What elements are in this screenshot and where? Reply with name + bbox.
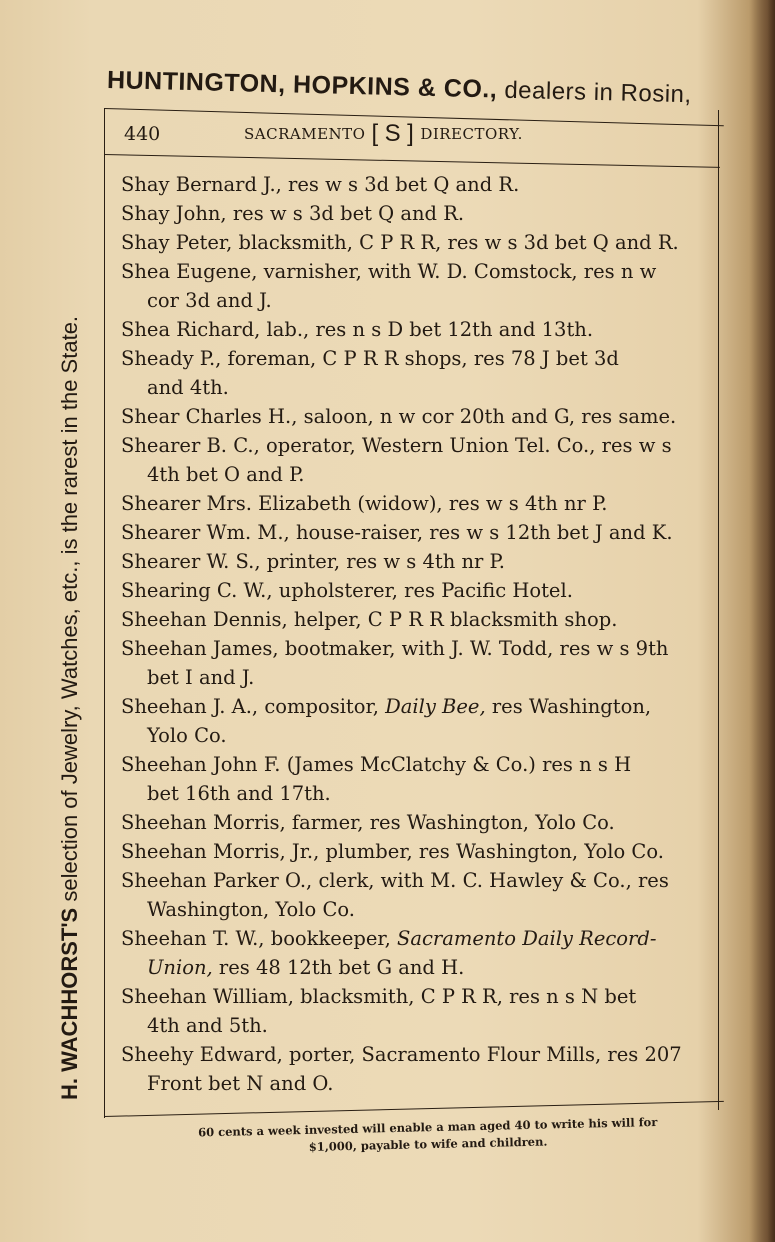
- entry-continuation-text: cor 3d and J.: [147, 289, 272, 312]
- directory-entry: [121, 170, 717, 199]
- entry-text: Shearer B. C., operator, Western Union Tel. Co., res w s: [121, 434, 672, 457]
- entry-text: Shea Richard, lab., res n s D bet 12th and 13th.: [121, 318, 594, 341]
- directory-entry: [121, 518, 717, 547]
- directory-entry: [121, 924, 717, 982]
- entry-continuation-italic: Union,: [147, 956, 213, 979]
- entry-continuation: [121, 373, 717, 402]
- directory-entry: [121, 576, 717, 605]
- header-letter: S: [384, 120, 402, 147]
- entry-text: Shearer W. S., printer, res w s 4th nr P.: [121, 550, 505, 573]
- entry-text: Shearer Mrs. Elizabeth (widow), res w s 4th nr P.: [121, 492, 608, 515]
- directory-entry: [121, 547, 717, 576]
- entry-text: Sheehan J. A., compositor,: [121, 695, 386, 718]
- top-ad-bold: HUNTINGTON, HOPKINS & CO.,: [106, 66, 498, 104]
- entry-text: Sheehan Morris, farmer, res Washington, Yolo Co.: [121, 811, 615, 834]
- directory-entry: [121, 837, 717, 866]
- entry-continuation: [121, 721, 717, 750]
- entry-text: Shear Charles H., saloon, n w cor 20th and G, res same.: [121, 405, 677, 428]
- entry-text: Sheehan Morris, Jr., plumber, res Washington, Yolo Co.: [121, 840, 664, 863]
- entry-text: Sheehan T. W., bookkeeper,: [121, 927, 397, 950]
- entry-italic: Sacramento Daily Record-: [396, 927, 657, 950]
- directory-entry: [121, 808, 717, 837]
- directory-entry: [121, 750, 717, 808]
- entry-continuation: [121, 663, 717, 692]
- entry-text: Shea Eugene, varnisher, with W. D. Comstock, res n w: [121, 260, 657, 283]
- entry-continuation: [121, 953, 717, 982]
- running-header: [124, 118, 714, 150]
- entry-text: Shay John, res w s 3d bet Q and R.: [121, 202, 465, 225]
- directory-entry: [121, 1040, 717, 1098]
- directory-entry: [121, 315, 717, 344]
- entry-continuation-text: bet I and J.: [147, 666, 255, 689]
- footer-line-2: $1,000, payable to wife and children.: [308, 1134, 548, 1154]
- directory-entry: [121, 982, 717, 1040]
- entry-text: Shearing C. W., upholsterer, res Pacific Hotel.: [121, 579, 573, 602]
- directory-entry: [121, 402, 717, 431]
- entry-continuation-text: and 4th.: [147, 376, 229, 399]
- entry-continuation: [121, 460, 717, 489]
- entry-text-cont: res Washington,: [485, 695, 652, 718]
- entry-text: Sheehan Parker O., clerk, with M. C. Hawley & Co., res: [121, 869, 669, 892]
- directory-entries: [121, 170, 717, 1098]
- directory-entry: [121, 605, 717, 634]
- entry-text: Shay Bernard J., res w s 3d bet Q and R.: [121, 173, 520, 196]
- directory-entry: [121, 199, 717, 228]
- entry-continuation-text: Washington, Yolo Co.: [147, 898, 355, 921]
- header-left: SACRAMENTO: [244, 125, 366, 143]
- entry-text: Sheehan William, blacksmith, C P R R, res n s N bet: [121, 985, 637, 1008]
- directory-entry: [121, 257, 717, 315]
- page-number: 440: [124, 123, 161, 145]
- header-title: [244, 120, 523, 148]
- entry-continuation-text: bet 16th and 17th.: [147, 782, 331, 805]
- directory-entry: [121, 692, 717, 750]
- entry-text: Sheady P., foreman, C P R R shops, res 78 J bet 3d: [121, 347, 619, 370]
- entry-text: Sheehan James, bootmaker, with J. W. Todd, res w s 9th: [121, 637, 669, 660]
- entry-continuation-text: Front bet N and O.: [147, 1072, 334, 1095]
- entry-continuation-text: res 48 12th bet G and H.: [212, 956, 465, 979]
- page-edge-shadow: [749, 0, 775, 1242]
- entry-continuation: [121, 1011, 717, 1040]
- entry-continuation-text: Yolo Co.: [147, 724, 227, 747]
- directory-entry: [121, 634, 717, 692]
- entry-text: Sheehan Dennis, helper, C P R R blacksmith shop.: [121, 608, 618, 631]
- footer-line-1: 60 cents a week invested will enable a man aged 40 to write his will for: [197, 1114, 658, 1140]
- directory-entry: [121, 489, 717, 518]
- entry-text: Sheehan John F. (James McClatchy & Co.) res n s H: [121, 753, 632, 776]
- entry-continuation-text: 4th bet O and P.: [147, 463, 305, 486]
- directory-entry: [121, 344, 717, 402]
- directory-entry: [121, 866, 717, 924]
- entry-text: Sheehy Edward, porter, Sacramento Flour Mills, res 207: [121, 1043, 682, 1066]
- directory-entry: [121, 431, 717, 489]
- entry-continuation: [121, 779, 717, 808]
- header-right: DIRECTORY.: [420, 125, 523, 143]
- entry-continuation: [121, 1069, 717, 1098]
- entry-continuation: [121, 895, 717, 924]
- header-close-bracket: ]: [407, 120, 415, 147]
- rule-right: [718, 110, 719, 1110]
- entry-text: Shay Peter, blacksmith, C P R R, res w s 3d bet Q and R.: [121, 231, 679, 254]
- entry-text: Shearer Wm. M., house-raiser, res w s 12th bet J and K.: [121, 521, 673, 544]
- side-ad-bold: H. WACHHORST'S: [57, 907, 82, 1100]
- header-open-bracket: [: [371, 120, 379, 147]
- entry-continuation: [121, 286, 717, 315]
- entry-italic: Daily Bee,: [385, 695, 486, 718]
- top-ad-rest: dealers in Rosin,: [496, 76, 692, 109]
- side-advertisement: [57, 120, 83, 1100]
- side-ad-rest: selection of Jewelry, Watches, etc., is the rarest in the State.: [57, 315, 82, 908]
- directory-entry: [121, 228, 717, 257]
- entry-continuation-text: 4th and 5th.: [147, 1014, 268, 1037]
